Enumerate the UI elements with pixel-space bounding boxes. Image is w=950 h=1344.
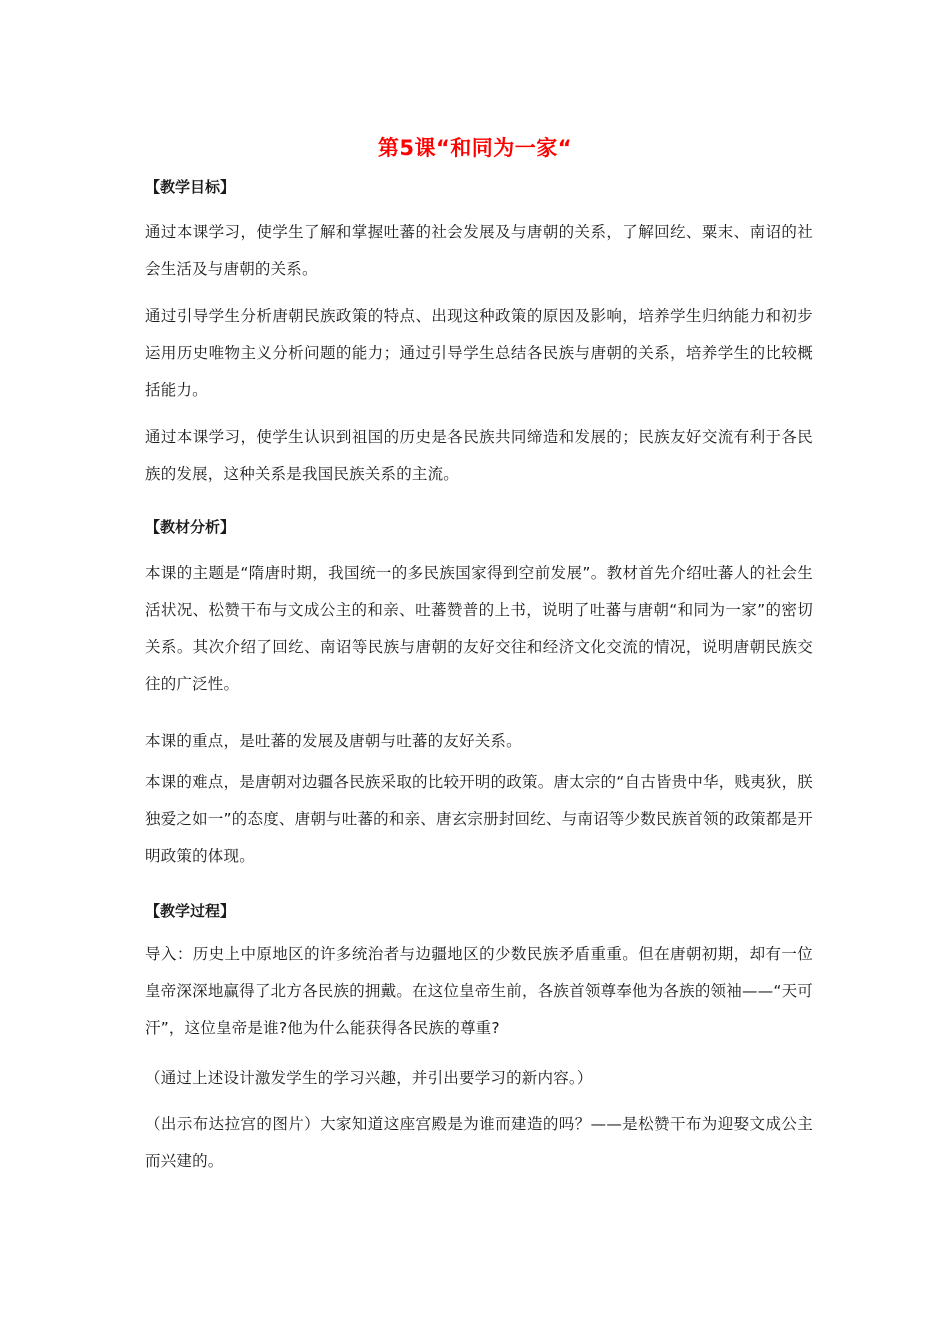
section-heading-objectives: 【教学目标】	[145, 178, 236, 196]
paragraph: 本课的难点，是唐朝对边疆各民族采取的比较开明的政策。唐太宗的“自古皆贵中华，贱夷狄，朕独爱之如一”的态度、唐朝与吐蕃的和亲、唐玄宗册封回纥、与南诏等少数民族首领的政策都是开明政策的体现。	[145, 773, 813, 865]
paragraph: 通过引导学生分析唐朝民族政策的特点、出现这种政策的原因及影响，培养学生归纳能力和初步运用历史唯物主义分析问题的能力；通过引导学生总结各民族与唐朝的关系，培养学生的比较概括能力。	[145, 307, 813, 399]
paragraph: 本课的主题是“隋唐时期，我国统一的多民族国家得到空前发展”。教材首先介绍吐蕃人的社会生活状况、松赞干布与文成公主的和亲、吐蕃赞普的上书，说明了吐蕃与唐朝“和同为一家”的密切关系。其次介绍了回纥、南诏等民族与唐朝的友好交往和经济文化交流的情况，说明唐朝民族交往的广泛性。	[145, 564, 813, 693]
paragraph: （出示布达拉宫的图片）大家知道这座宫殿是为谁而建造的吗？——是松赞干布为迎娶文成公主而兴建的。	[145, 1115, 813, 1170]
paragraph: 通过本课学习，使学生认识到祖国的历史是各民族共同缔造和发展的；民族友好交流有利于各民族的发展，这种关系是我国民族关系的主流。	[145, 428, 813, 483]
section-heading-analysis: 【教材分析】	[145, 518, 236, 536]
paragraph: 通过本课学习，使学生了解和掌握吐蕃的社会发展及与唐朝的关系，了解回纥、粟末、南诏的社会生活及与唐朝的关系。	[145, 223, 813, 278]
paragraph: 导入：历史上中原地区的许多统治者与边疆地区的少数民族矛盾重重。但在唐朝初期，却有一位皇帝深深地赢得了北方各民族的拥戴。在这位皇帝生前，各族首领尊奉他为各族的领袖——“天可汗”，这位皇帝是谁?他为什么能获得各民族的尊重?	[145, 945, 813, 1037]
section-heading-process: 【教学过程】	[145, 902, 236, 920]
paragraph: 本课的重点，是吐蕃的发展及唐朝与吐蕃的友好关系。	[145, 732, 522, 750]
lesson-title: 第5课“和同为一家“	[377, 136, 573, 160]
paragraph: （通过上述设计激发学生的学习兴趣，并引出要学习的新内容。）	[145, 1069, 593, 1087]
